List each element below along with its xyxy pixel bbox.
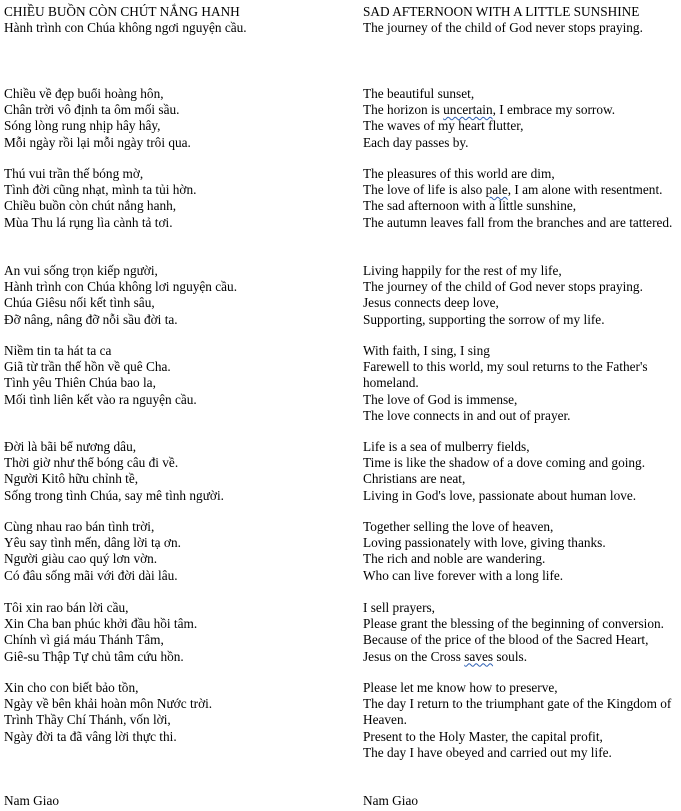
verse-line: The day I return to the triumphant gate of the Kingdom of Heaven. <box>363 696 672 728</box>
verse-line: Present to the Holy Master, the capital profit, <box>363 728 603 744</box>
english-subtitle: The journey of the child of God never stops praying. <box>363 20 643 35</box>
verse-line: The love of life is also pale, I am alone with resentment. <box>363 182 663 198</box>
verse-line: Jesus on the Cross saves souls. <box>363 648 528 664</box>
verse-line: Please let me know how to preserve, <box>363 680 558 695</box>
verse-line: Xin cho con biết bảo tồn, <box>4 680 139 695</box>
verse-line: The beautiful sunset, <box>363 86 475 101</box>
verse-line: Time is like the shadow of a dove coming and going. <box>363 455 646 471</box>
verse-line: Tình đời cũng nhạt, mình ta tủi hờn. <box>4 182 197 198</box>
verse-line: Thời giờ như thể bóng câu đi về. <box>4 455 179 471</box>
vietnamese-title: CHIỀU BUỒN CÒN CHÚT NẮNG HANH <box>4 4 240 19</box>
verse-line: I sell prayers, <box>363 600 435 615</box>
verse-line: The love connects in and out of prayer. <box>363 407 571 423</box>
verse-line: Mối tình liên kết vào ra nguyện cầu. <box>4 391 197 407</box>
spellcheck-marked-word[interactable]: uncertain <box>443 102 493 118</box>
verse-line: Thú vui trần thế bóng mờ, <box>4 166 144 181</box>
vietnamese-stanza-1 <box>4 86 349 151</box>
verse-line: Trình Thầy Chí Thánh, vốn lời, <box>4 712 171 728</box>
verse-line: With faith, I sing, I sing <box>363 343 490 358</box>
verse-line: Tình yêu Thiên Chúa bao la, <box>4 375 156 391</box>
english-stanza-2 <box>363 166 679 231</box>
verse-line: Jesus connects deep love, <box>363 295 499 311</box>
verse-line: An vui sống trọn kiếp người, <box>4 263 158 278</box>
verse-line: The journey of the child of God never stops praying. <box>363 279 643 295</box>
verse-line: Chiều về đẹp buổi hoàng hôn, <box>4 86 164 101</box>
verse-line: Chính vì giá máu Thánh Tâm, <box>4 632 164 648</box>
verse-line: Ngày về bên khải hoàn môn Nước trời. <box>4 696 213 712</box>
english-stanza-1 <box>363 86 679 151</box>
verse-line: The autumn leaves fall from the branches and are tattered. <box>363 214 673 230</box>
verse-line: Đời là bãi bể nương dâu, <box>4 439 137 454</box>
verse-line: Người Kitô hữu chỉnh tề, <box>4 471 139 487</box>
vietnamese-column <box>4 0 349 808</box>
verse-line: The sad afternoon with a little sunshine, <box>363 198 577 214</box>
english-stanza-3 <box>363 263 679 328</box>
verse-line: Chiều buồn còn chút nắng hanh, <box>4 198 177 214</box>
verse-line: Hành trình con Chúa không lơi nguyện cầu. <box>4 279 238 295</box>
verse-line: Ngày đời ta đã vâng lời thực thi. <box>4 728 177 744</box>
verse-line: Christians are neat, <box>363 471 466 487</box>
vietnamese-stanza-2 <box>4 166 349 231</box>
verse-line: Đỡ nâng, nâng đỡ nỗi sầu đời ta. <box>4 311 178 327</box>
verse-line: Người giàu cao quý lơn vờn. <box>4 551 158 567</box>
verse-line: Chân trời vô định ta ôm mối sầu. <box>4 102 180 118</box>
vietnamese-stanza-6 <box>4 519 349 584</box>
vietnamese-stanza-5 <box>4 439 349 504</box>
english-title: SAD AFTERNOON WITH A LITTLE SUNSHINE <box>363 4 640 19</box>
verse-line: Xin Cha ban phúc khởi đầu hồi tâm. <box>4 616 198 632</box>
spellcheck-marked-word[interactable]: pale <box>485 182 508 198</box>
verse-line: The love of God is immense, <box>363 391 518 407</box>
verse-line: Because of the price of the blood of the Sacred Heart, <box>363 632 649 648</box>
english-column <box>363 0 679 808</box>
verse-line: Sống trong tình Chúa, say mê tình người. <box>4 487 224 503</box>
verse-line: Supporting, supporting the sorrow of my life. <box>363 311 605 327</box>
verse-line: Living happily for the rest of my life, <box>363 263 562 278</box>
english-stanza-4 <box>363 343 679 424</box>
verse-line: Chúa Giêsu nối kết tình sâu, <box>4 295 155 311</box>
english-stanza-5 <box>363 439 679 504</box>
english-stanza-8 <box>363 680 679 761</box>
verse-line: The day I have obeyed and carried out my life. <box>363 744 612 760</box>
verse-line: Loving passionately with love, giving thanks. <box>363 535 606 551</box>
english-author: Nam Giao <box>363 793 419 808</box>
vietnamese-stanza-3 <box>4 263 349 328</box>
english-stanza-7 <box>363 600 679 665</box>
verse-line: Cùng nhau rao bán tình trời, <box>4 519 155 534</box>
spellcheck-marked-word[interactable]: saves <box>464 648 494 664</box>
verse-line: Giã từ trần thế hồn về quê Cha. <box>4 359 171 375</box>
vietnamese-stanza-4 <box>4 343 349 408</box>
verse-line: Please grant the blessing of the beginning of conversion. <box>363 616 664 632</box>
verse-line: Farewell to this world, my soul returns to the Father's homeland. <box>363 359 648 391</box>
verse-line: Living in God's love, passionate about human love. <box>363 487 637 503</box>
verse-line: Together selling the love of heaven, <box>363 519 554 534</box>
verse-line: Có đâu sống mãi với đời dài lâu. <box>4 567 178 583</box>
verse-line: The rich and noble are wandering. <box>363 551 546 567</box>
verse-line: Each day passes by. <box>363 134 469 150</box>
vietnamese-author: Nam Giao <box>4 793 60 808</box>
verse-line: Niềm tin ta hát ta ca <box>4 343 112 358</box>
verse-line: The horizon is uncertain, I embrace my sorrow. <box>363 102 616 118</box>
verse-line: Sóng lòng rung nhịp hây hây, <box>4 118 161 134</box>
verse-line: The waves of my heart flutter, <box>363 118 524 134</box>
verse-line: Tôi xin rao bán lời cầu, <box>4 600 129 615</box>
english-stanza-6 <box>363 519 679 584</box>
vietnamese-stanza-7 <box>4 600 349 665</box>
verse-line: Yêu say tình mến, dâng lời tạ ơn. <box>4 535 181 551</box>
verse-line: Mùa Thu lá rụng lìa cành tả tơi. <box>4 214 173 230</box>
vietnamese-stanza-8 <box>4 680 349 745</box>
verse-line: Giê-su Thập Tự chủ tâm cứu hồn. <box>4 648 184 664</box>
vietnamese-subtitle: Hành trình con Chúa không ngơi nguyện cầu. <box>4 20 247 35</box>
verse-line: Who can live forever with a long life. <box>363 567 564 583</box>
verse-line: Mỗi ngày rồi lại mỗi ngày trôi qua. <box>4 134 191 150</box>
verse-line: Life is a sea of mulberry fields, <box>363 439 530 454</box>
verse-line: The pleasures of this world are dim, <box>363 166 555 181</box>
